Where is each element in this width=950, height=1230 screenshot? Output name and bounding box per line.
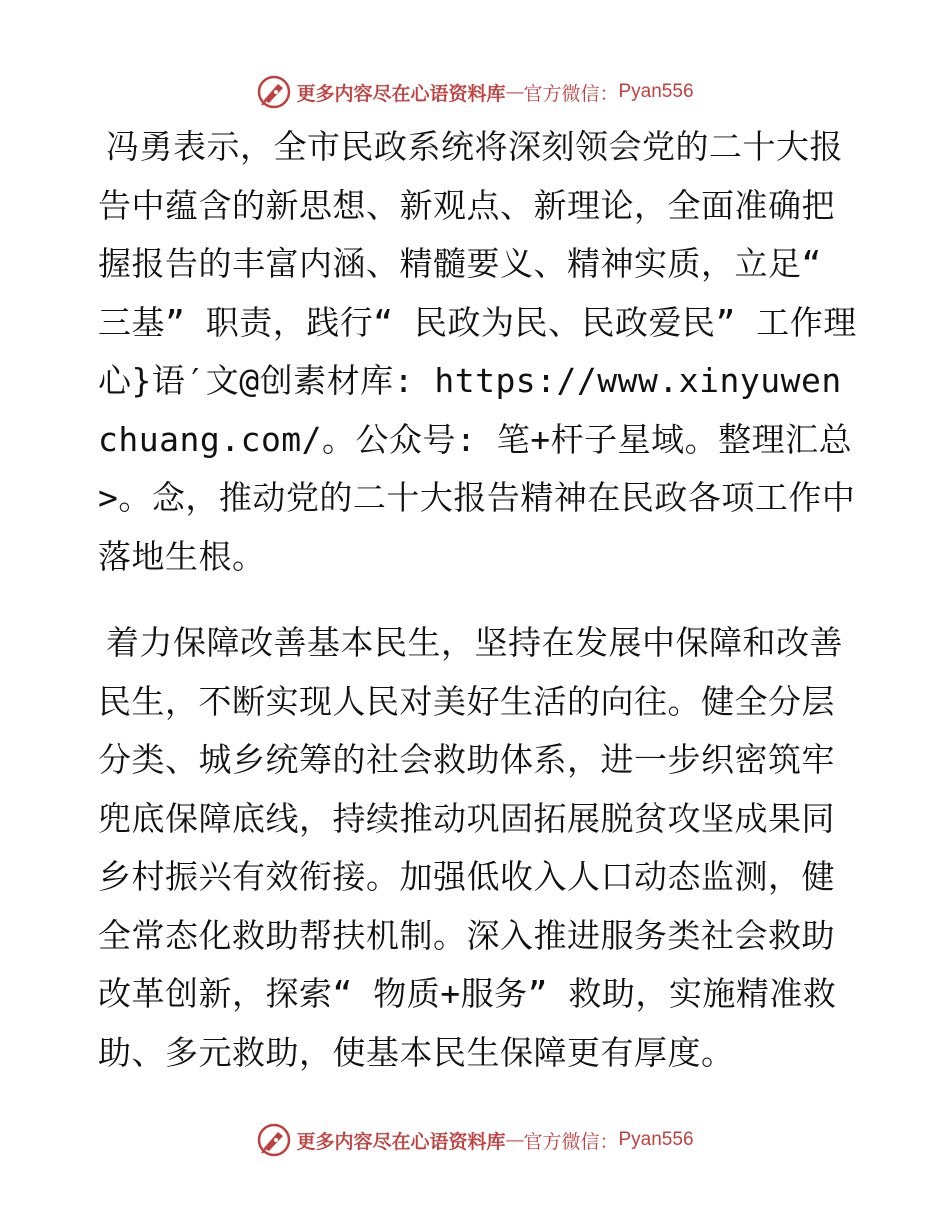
watermark-official-label: 官方微信： xyxy=(523,1130,619,1153)
paragraph-2: 着力保障改善基本民生，坚持在发展中保障和改善民生，不断实现人民对美好生活的向往。健全分层分类、城乡统筹的社会救助体系，进一步织密筑牢兜底保障底线，持续推动巩固拓展脱贫攻坚成果同乡村振兴有效衔接。加强低收入人口动态监测，健全常态化救助帮扶机制。深入推进服务类社会救助改革创新，探索“ 物质+服务” 救助，实施精准救助、多元救助，使基本民生保障更有厚度。 xyxy=(98,623,843,1072)
header-watermark xyxy=(0,72,950,112)
watermark-official-label: 官方微信： xyxy=(523,82,619,105)
pen-nib-logo-icon xyxy=(256,1122,292,1158)
footer-watermark xyxy=(0,1120,950,1160)
watermark-brand: 更多内容尽在心语资料库 xyxy=(296,1130,506,1153)
watermark-brand: 更多内容尽在心语资料库 xyxy=(296,82,506,105)
watermark-wechat-id: Pyan556 xyxy=(618,1129,694,1150)
paragraph-1: 冯勇表示，全市民政系统将深刻领会党的二十大报告中蕴含的新思想、新观点、新理论，全面准确把握报告的丰富内涵、精髓要义、精神实质，立足“ 三基” 职责，践行“ 民政为民、民政爱民” 工作理心}语′文@创素材库: https://www.xinyuwenchuang.com/。公众号: 笔+杆子星域。整理汇总>。念，推动党的二十大报告精神在民政各项工作中落地生根。 xyxy=(98,127,857,576)
document-body xyxy=(98,118,858,1082)
watermark-wechat-id: Pyan556 xyxy=(618,81,694,102)
watermark-separator: — xyxy=(505,1129,524,1151)
watermark-separator: — xyxy=(505,81,524,103)
pen-nib-logo-icon xyxy=(256,74,292,110)
